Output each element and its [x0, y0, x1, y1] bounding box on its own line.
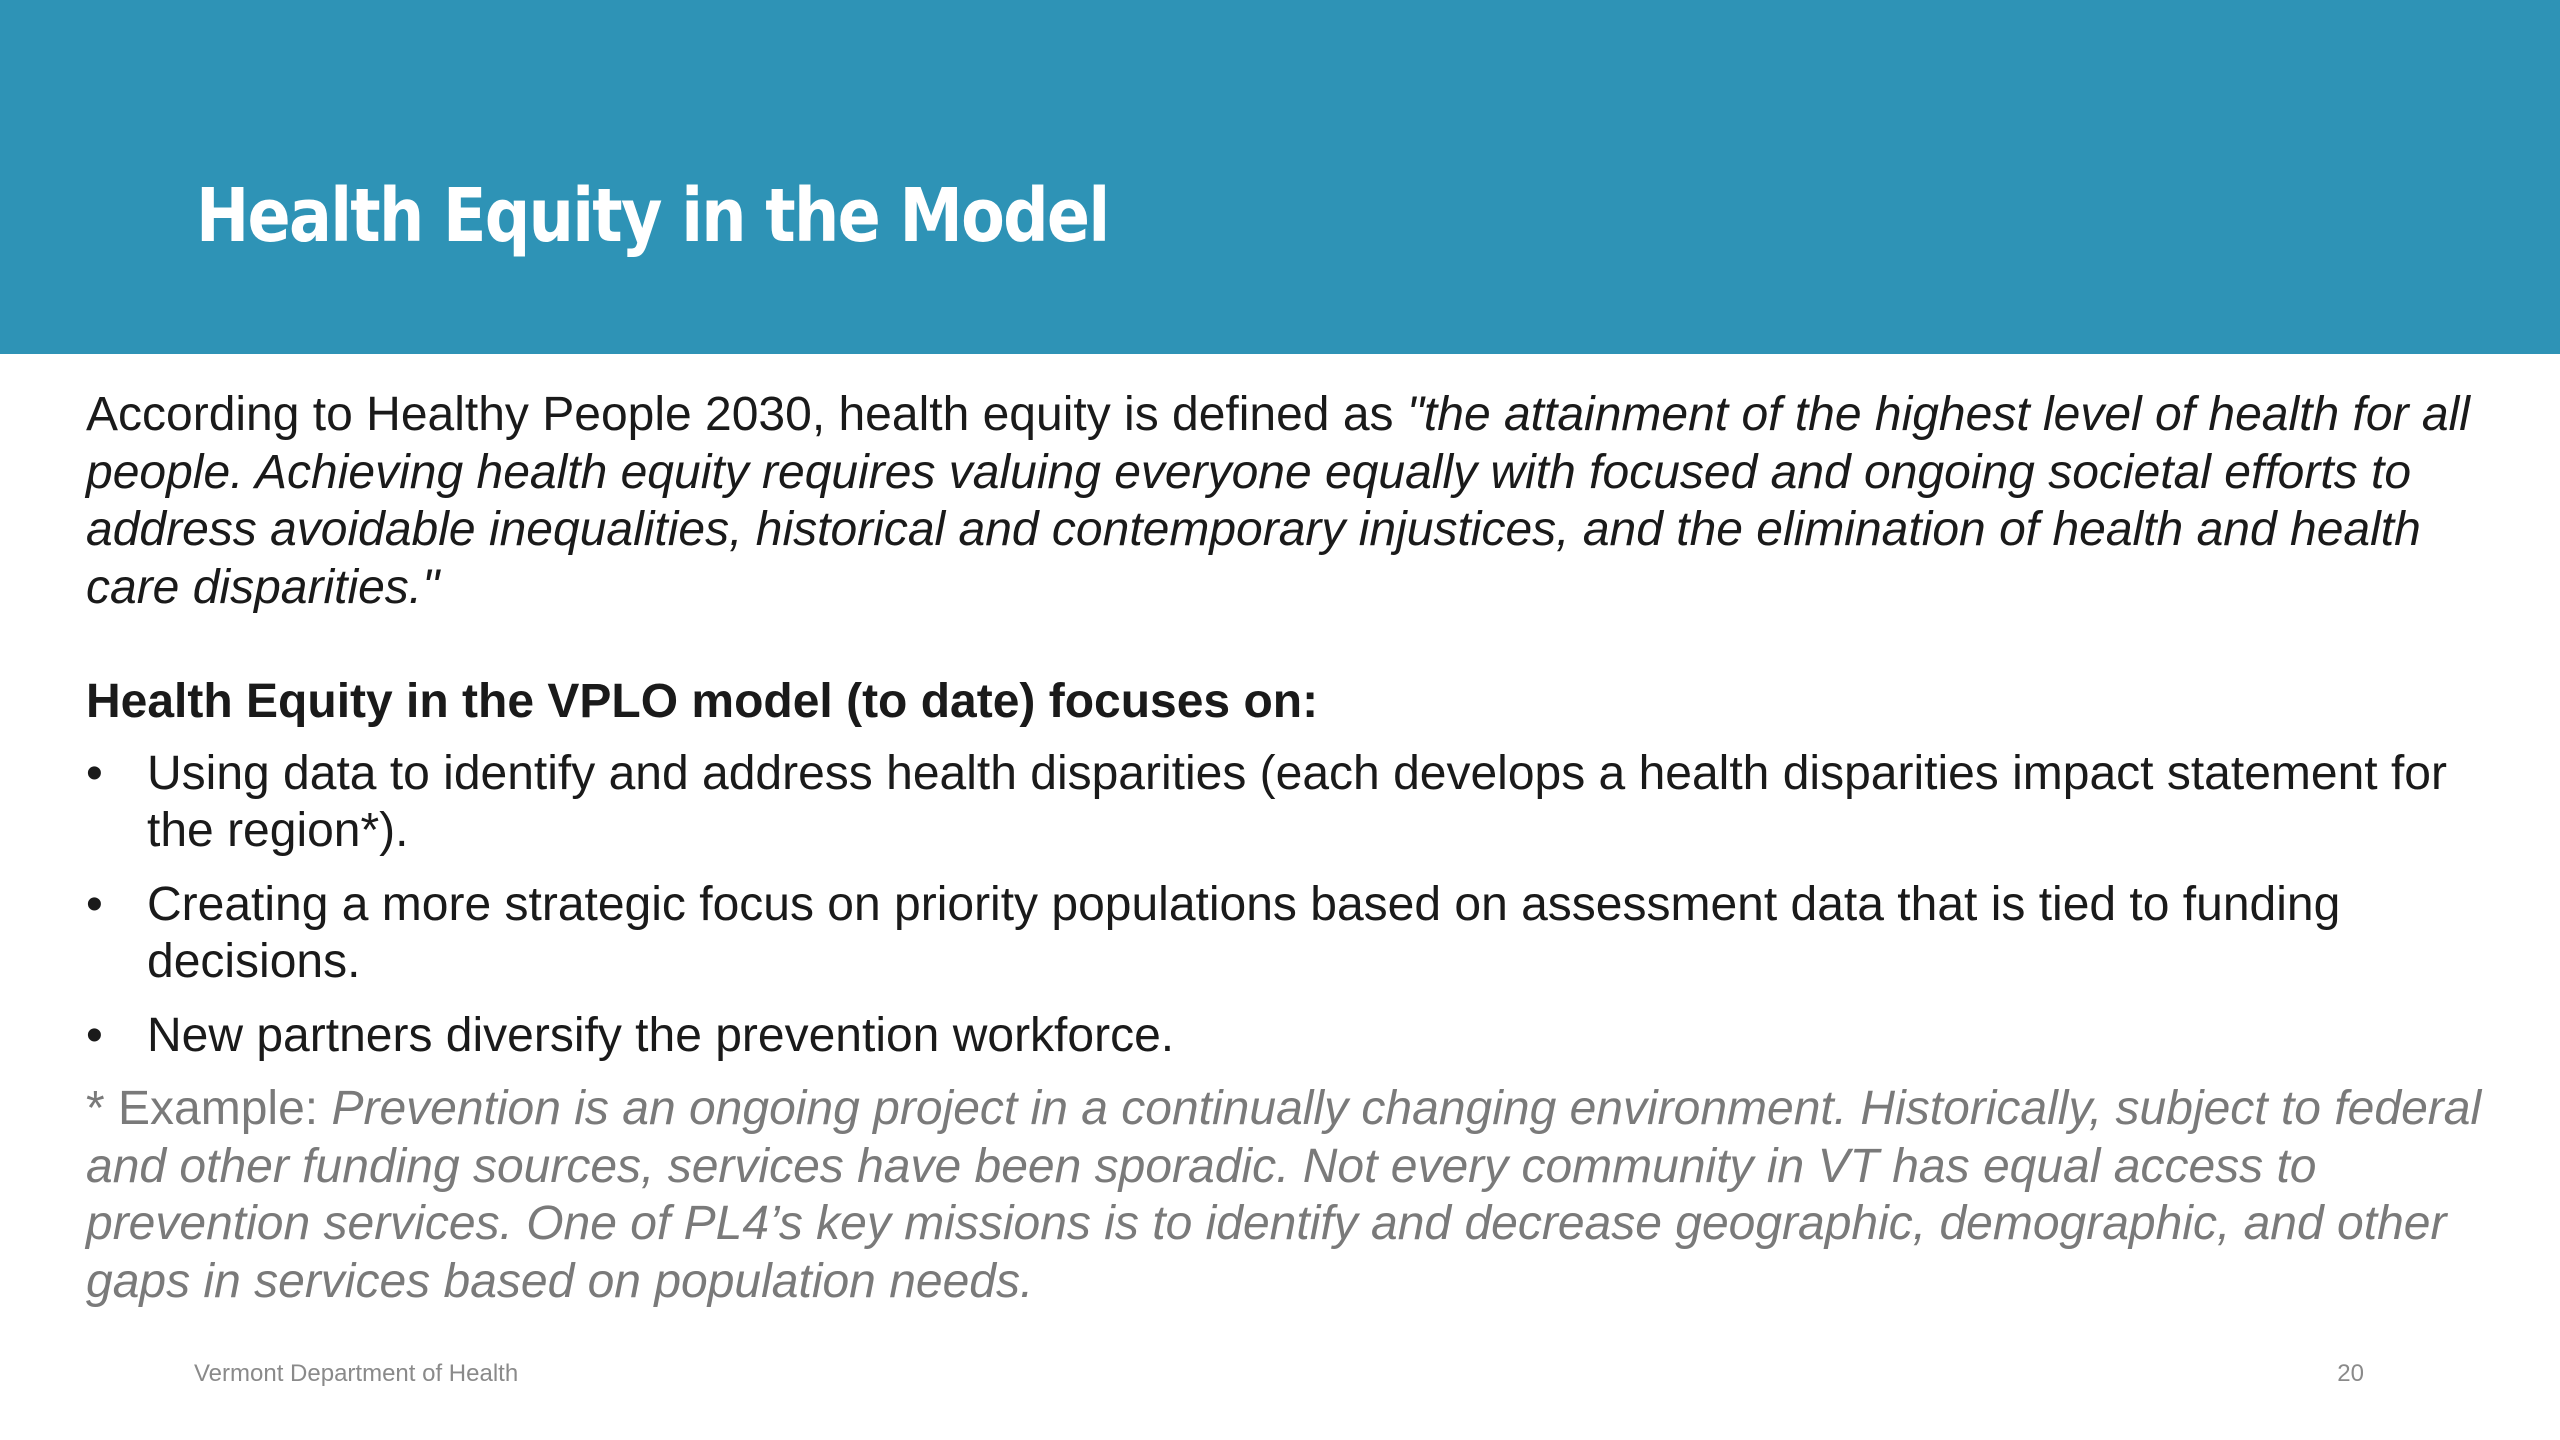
example-note — [86, 1080, 2516, 1310]
example-label: * Example: — [86, 1082, 332, 1135]
title-banner — [0, 0, 2560, 354]
bullet-marker: • — [86, 746, 103, 800]
bullet-item — [86, 745, 2516, 860]
slide-title: Health Equity in the Model — [196, 173, 1109, 259]
definition-quote: "the attainment of the highest level of health for all people. Achieving health equity requires valuing everyone equally with focused and ongoing societal efforts to address avoidable inequalities, historical and contemporary injustices, and the elimination of health and health care disparities." — [86, 388, 2470, 614]
bullet-item — [86, 1007, 2516, 1065]
slide-body — [86, 386, 2516, 1310]
page-number: 20 — [2337, 1360, 2364, 1387]
bullet-item — [86, 876, 2516, 991]
bullet-marker: • — [86, 1008, 103, 1062]
bullet-text: Using data to identify and address health disparities (each develops a health disparities impact statement for the region*). — [147, 746, 2447, 857]
definition-paragraph — [86, 386, 2516, 616]
section-heading: Health Equity in the VPLO model (to date) focuses on: — [86, 675, 1319, 728]
bullet-text: New partners diversify the prevention workforce. — [147, 1008, 1175, 1062]
bullet-marker: • — [86, 877, 103, 931]
definition-intro: According to Healthy People 2030, health equity is defined as — [86, 388, 1407, 441]
footer-organization: Vermont Department of Health — [194, 1360, 519, 1387]
example-text: Prevention is an ongoing project in a continually changing environment. Historically, subject to federal and other funding sources, services have been sporadic. Not every community in VT has equal access to prevention services. One of PL4’s key missions is to identify and decrease geographic, demographic, and other gaps in services based on population needs. — [86, 1082, 2482, 1308]
focus-bullet-list — [86, 745, 2516, 1065]
bullet-text: Creating a more strategic focus on priority populations based on assessment data that is tied to funding decisions. — [147, 877, 2341, 988]
